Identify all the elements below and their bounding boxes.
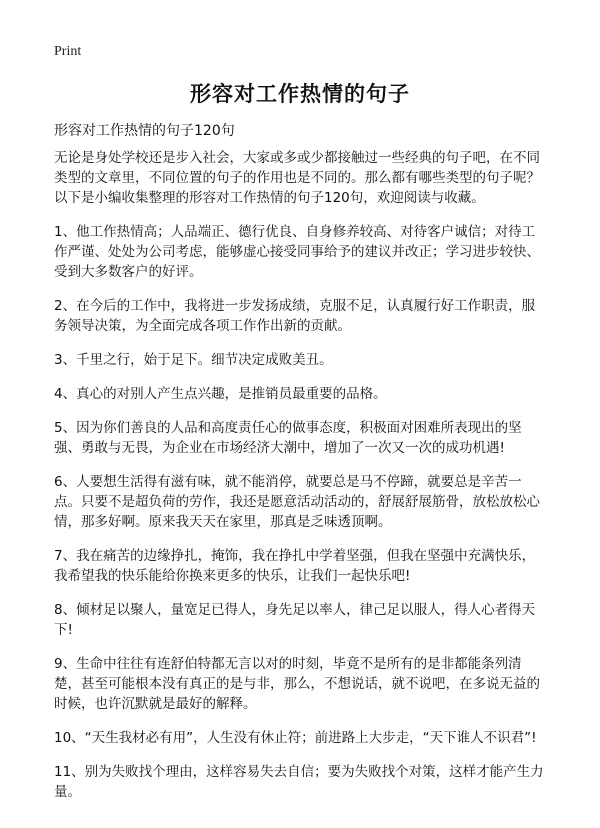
sentence-item: 2、在今后的工作中，我将进一步发扬成绩，克服不足，认真履行好工作职责，服务领导决策，为全面完成各项工作作出新的贡献。: [54, 298, 536, 334]
sentence-item: 1、他工作热情高；人品端正、德行优良、自身修养较高、对待客户诚信；对待工作严谨、处处为公司考虑，能够虚心接受同事给予的建议并改正；学习进步较快、受到大多数客户的好评。: [54, 224, 540, 280]
sentence-item: 9、生命中往往有连舒伯特都无言以对的时刻，毕竟不是所有的是非都能条列清楚，甚至可能根本没有真正的是与非，那么，不想说话，就不说吧，在多说无益的时候，也许沉默就是最好的解释。: [54, 656, 540, 712]
article-body: [54, 148, 546, 816]
article-title: 形容对工作热情的句子: [190, 82, 410, 106]
sentence-item: 4、真心的对别人产生点兴趣，是推销员最重要的品格。: [54, 386, 387, 402]
intro-paragraph: 无论是身处学校还是步入社会，大家或多或少都接触过一些经典的句子吧，在不同类型的文章里，不同位置的句子的作用也是不同的。那么都有哪些类型的句子呢？以下是小编收集整理的形容对工作热情的句子120句，欢迎阅读与收藏。: [54, 150, 540, 206]
sentence-item: 3、千里之行，始于足下。细节决定成败美丑。: [54, 352, 333, 368]
sentence-item: 11、别为失败找个理由，这样容易失去自信；要为失败找个对策，这样才能产生力量。: [54, 764, 544, 800]
sentence-item: 10、“天生我材必有用”，人生没有休止符；前进路上大步走，“天下谁人不识君”!: [54, 730, 537, 746]
sentence-item: 7、我在痛苦的边缘挣扎，掩饰，我在挣扎中学着坚强，但我在坚强中充满快乐，我希望我的快乐能给你换来更多的快乐，让我们一起快乐吧!: [54, 548, 536, 584]
article-subtitle: 形容对工作热情的句子120句: [54, 123, 235, 139]
print-link[interactable]: Print: [54, 44, 82, 59]
sentence-item: 8、倾材足以聚人，量宽足已得人，身先足以率人，律己足以服人，得人心者得天下!: [54, 602, 536, 638]
sentence-item: 6、人要想生活得有滋有味，就不能消停，就要总是马不停蹄，就要总是辛苦一点。只要不是超负荷的劳作，我还是愿意活动活动的，舒展舒展筋骨，放松放松心情，那多好啊。原来我天天在家里，那真是乏味透顶啊。: [54, 474, 540, 530]
sentence-item: 5、因为你们善良的人品和高度责任心的做事态度，积极面对困难所表现出的坚强、勇敢与无畏，为企业在市场经济大潮中，增加了一次又一次的成功机遇!: [54, 420, 522, 456]
